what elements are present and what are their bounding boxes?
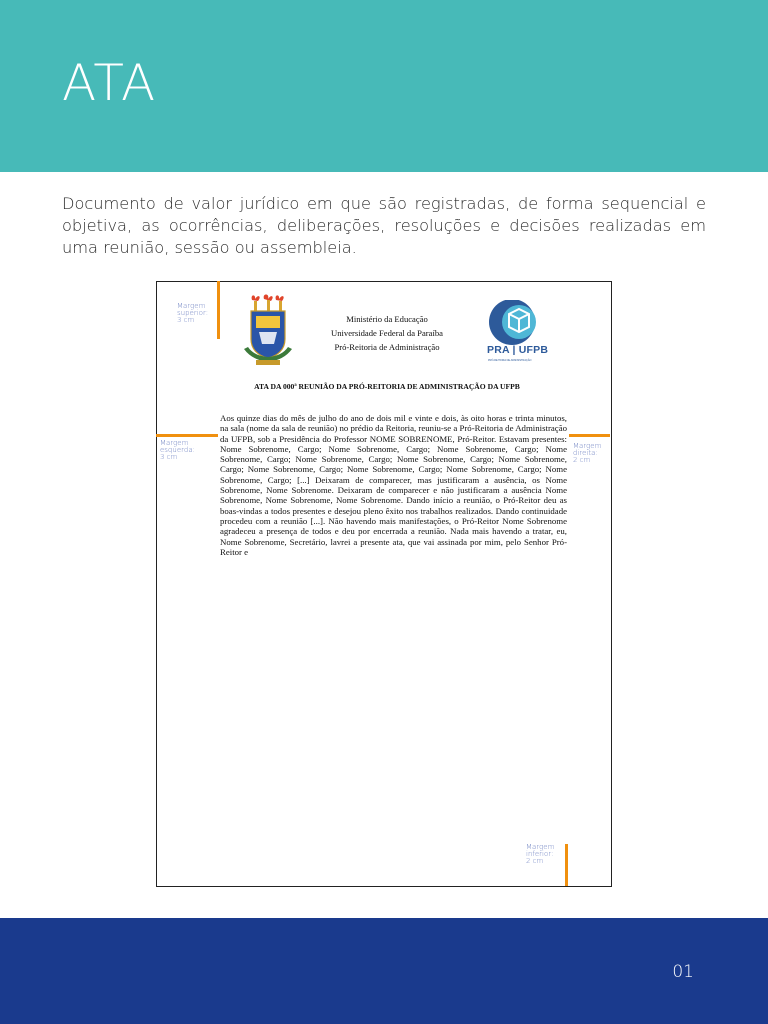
page-title: ATA	[62, 54, 157, 112]
margin-right-bar	[569, 434, 610, 437]
margin-bottom-bar	[565, 844, 568, 886]
letterhead	[307, 312, 467, 354]
ata-body-text: Aos quinze dias do mês de julho do ano de dois mil e vinte e dois, às oito horas e trinta minutos, na sala (nome da sala de reunião) no prédio da Reitoria, reuniu-se a Pró-Reitoria de Administração da UFPB, sob a Presidência do Professor NOME SOBRENOME, Pró-Reitor. Estavam presentes: Nome Sobrenome, Cargo; Nome Sobrenome, Cargo; Nome Sobrenome, Cargo; Nome Sobrenome, Cargo; Nome Sobrenome, Cargo; Nome Sobrenome, Cargo; Nome Sobrenome, Cargo; Nome Sobrenome, Cargo; Nome Sobrenome, Cargo; Nome Sobrenome, Cargo; Nome Sobrenome, Cargo; [...] Deixaram de comparecer, mas justificaram a ausência, os Nome Sobrenome, Nome Sobrenome. Deixaram de comparecer e não justificaram a ausência Nome Sobrenome, Nome Sobrenome, Nome Sobrenome. Dando início a reunião, o Pró-Reitor deu as boas-vindas a todos presentes e desejou pleno êxito nos trabalhos realizados. Dando continuidade procedeu com a reunião [...]. Não havendo mais manifestações, o Pró-Reitor Nome Sobrenome agradeceu a presença de todos e deu por encerrada a reunião. Nada mais havendo a tratar, eu, Nome Sobrenome, Secretário, lavrei a presente ata, que vai assinada por mim, pelo Senhor Pró-Reitor e	[220, 413, 567, 557]
pra-ufpb-subtitle: PRÓ-REITORIA DE ADMINISTRAÇÃO	[488, 359, 532, 362]
footer-banner	[0, 918, 768, 1024]
margin-right-note: Margem direita: 2 cm	[573, 442, 602, 464]
page-number: 01	[672, 962, 694, 982]
pra-ufpb-wordmark: PRA | UFPB	[487, 344, 549, 356]
document-preview	[156, 281, 612, 887]
margin-left-note: Margem esquerda: 3 cm	[160, 439, 195, 461]
ufpb-emblem-icon	[242, 294, 294, 366]
margin-bottom-note: Margem inferior: 2 cm	[526, 843, 555, 865]
margin-top-bar	[217, 281, 220, 339]
letterhead-line: Pró-Reitoria de Administração	[334, 342, 440, 352]
letterhead-line: Universidade Federal da Paraíba	[331, 328, 443, 338]
margin-top-note: Margem superior: 3 cm	[177, 302, 209, 324]
margin-left-bar	[156, 434, 218, 437]
letterhead-line: Ministério da Educação	[346, 314, 428, 324]
intro-paragraph: Documento de valor jurídico em que são registradas, de forma sequencial e objetiva, as ocorrências, deliberações, resoluções e decisões realizadas em uma reunião, sessão ou assembleia.	[62, 194, 706, 257]
header-banner	[0, 0, 768, 172]
ata-title: ATA DA 000ª REUNIÃO DA PRÓ-REITORIA DE ADMINISTRAÇÃO DA UFPB	[254, 382, 520, 391]
